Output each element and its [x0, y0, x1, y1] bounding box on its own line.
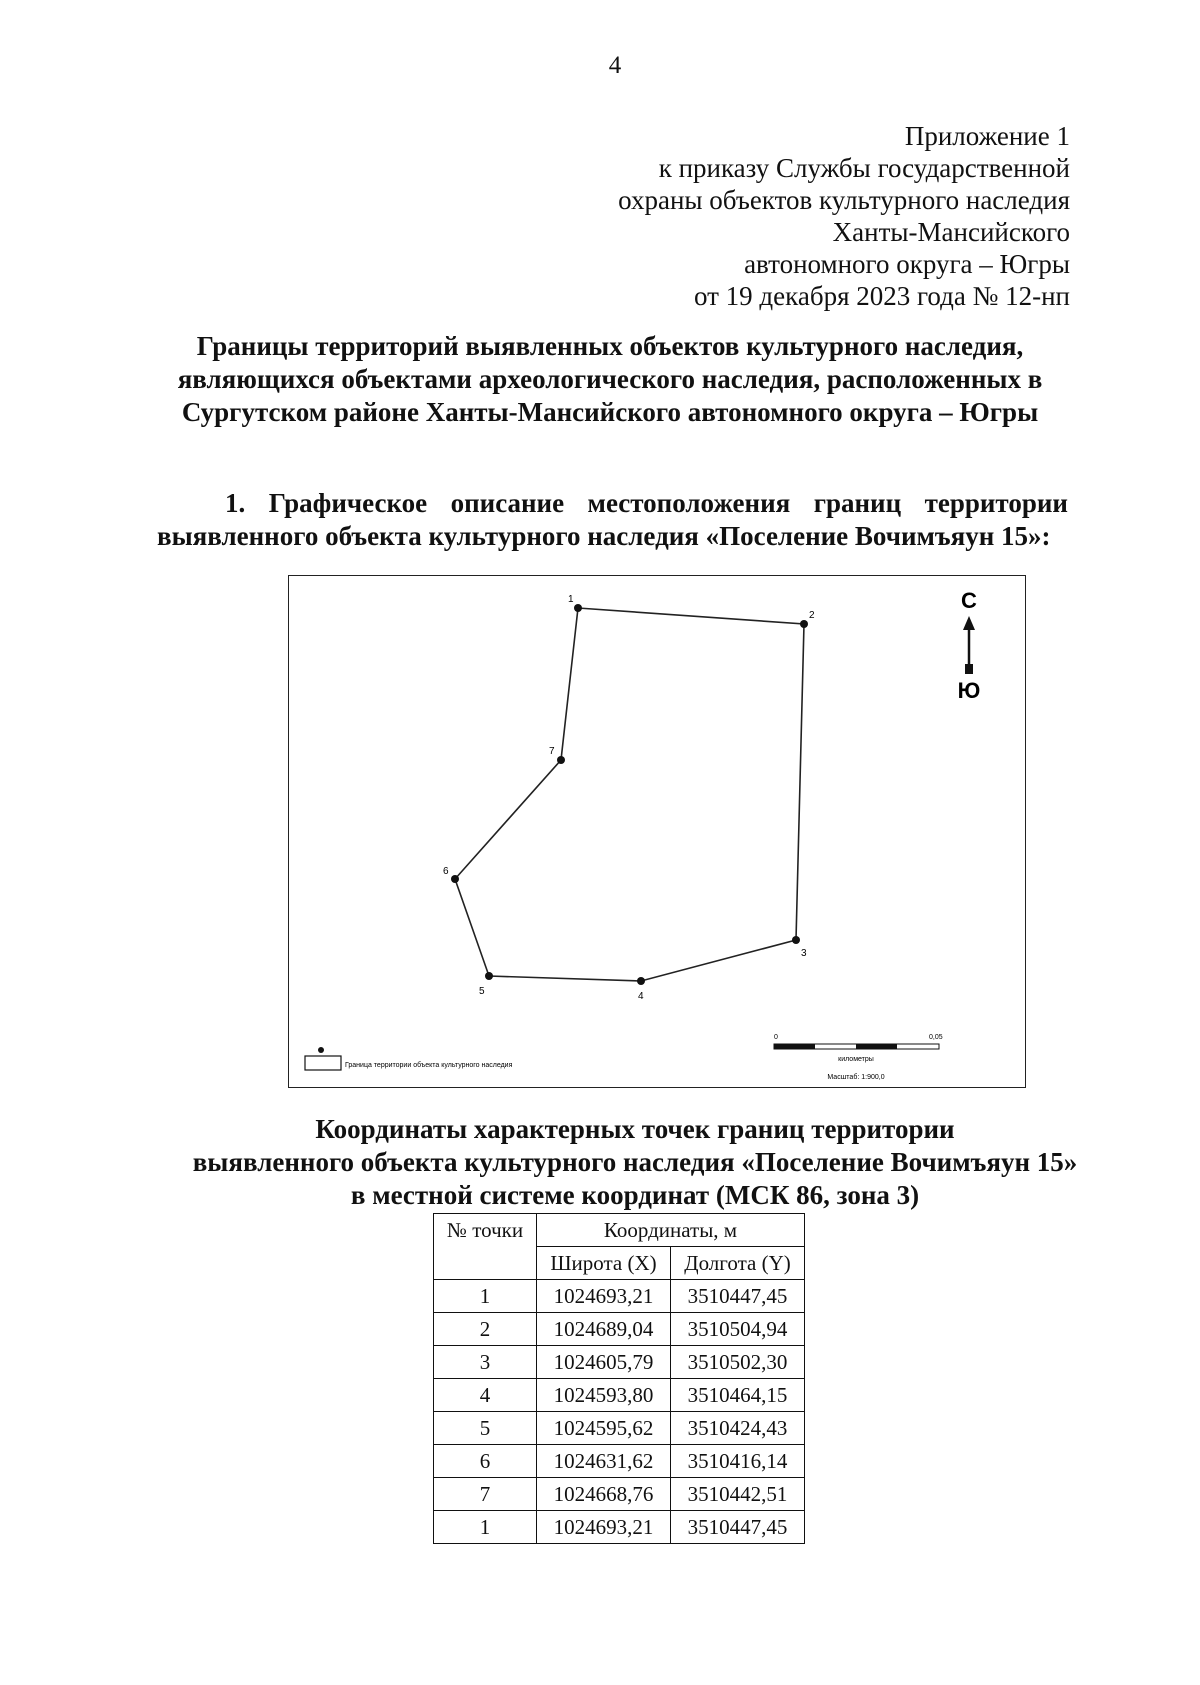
cell-y: 3510447,45 [671, 1280, 805, 1313]
cell-x: 1024668,76 [537, 1478, 671, 1511]
legend-point-icon [318, 1047, 324, 1053]
paragraph-line-1 [157, 487, 1068, 520]
paragraph-word: описание [450, 488, 565, 518]
scale-start-label: 0 [774, 1034, 778, 1041]
vertex-marker [792, 936, 800, 944]
boundary-polygon [455, 608, 804, 981]
vertex-point-5 [479, 972, 493, 997]
appendix-block [470, 120, 1070, 312]
heading-line: Границы территорий выявленных объектов культурного наследия, [196, 331, 1024, 361]
vertex-label: 6 [443, 866, 449, 877]
vertex-label: 2 [809, 610, 815, 621]
boundary-map-svg [289, 576, 1027, 1089]
cell-x: 1024693,21 [537, 1280, 671, 1313]
north-arrow-icon [958, 588, 981, 703]
cell-point: 5 [434, 1412, 537, 1445]
appendix-line: от 19 декабря 2023 года № 12-нп [693, 281, 1070, 311]
cell-point: 1 [434, 1511, 537, 1544]
table-row [434, 1313, 805, 1346]
coordinates-title-line: в местной системе координат (МСК 86, зона 3) [350, 1180, 920, 1210]
vertex-marker [637, 977, 645, 985]
cell-x: 1024595,62 [537, 1412, 671, 1445]
table-row [434, 1346, 805, 1379]
vertex-marker [485, 972, 493, 980]
paragraph-line-2: выявленного объекта культурного наследия «Поселение Вочимъяун 15»: [157, 521, 1051, 551]
scale-bar-segment [774, 1044, 815, 1049]
cell-y: 3510504,94 [671, 1313, 805, 1346]
cell-x: 1024631,62 [537, 1445, 671, 1478]
appendix-line: к приказу Службы государственной [658, 153, 1070, 183]
page-number: 4 [608, 52, 622, 79]
appendix-line: Ханты-Мансийского [832, 217, 1070, 247]
section-number: 1. [225, 488, 246, 518]
section-paragraph [157, 487, 1068, 553]
scale-ratio-label: Масштаб: 1:900,0 [827, 1074, 885, 1081]
cell-y: 3510502,30 [671, 1346, 805, 1379]
vertex-marker [451, 875, 459, 883]
vertex-marker [557, 756, 565, 764]
coordinates-title-line: выявленного объекта культурного наследия «Поселение Вочимъяун 15» [192, 1147, 1078, 1177]
vertex-label: 5 [479, 986, 485, 997]
cell-x: 1024693,21 [537, 1511, 671, 1544]
column-header-coordinates: Координаты, м [537, 1214, 805, 1247]
table-row [434, 1412, 805, 1445]
table-row [434, 1478, 805, 1511]
legend-boundary-swatch [305, 1056, 341, 1070]
vertex-label: 7 [549, 746, 555, 757]
map-legend [305, 1047, 513, 1070]
cell-y: 3510424,43 [671, 1412, 805, 1445]
coordinates-title [150, 1113, 1120, 1212]
column-header-x: Широта (X) [537, 1247, 671, 1280]
appendix-line: охраны объектов культурного наследия [618, 185, 1070, 215]
cell-y: 3510416,14 [671, 1445, 805, 1478]
arrow-tail [965, 664, 973, 674]
paragraph-word: территории [924, 488, 1068, 518]
coordinates-title-line: Координаты характерных точек границ территории [315, 1114, 955, 1144]
heading-line: являющихся объектами археологического наследия, расположенных в [177, 364, 1043, 394]
vertex-point-4 [637, 977, 645, 1002]
column-header-y: Долгота (Y) [671, 1247, 805, 1280]
table-row [434, 1280, 805, 1313]
cell-x: 1024593,80 [537, 1379, 671, 1412]
vertex-point-6 [443, 866, 459, 883]
cell-y: 3510447,45 [671, 1511, 805, 1544]
table-row [434, 1445, 805, 1478]
table-row [434, 1511, 805, 1544]
vertex-point-2 [800, 610, 815, 628]
cell-x: 1024689,04 [537, 1313, 671, 1346]
cell-point: 4 [434, 1379, 537, 1412]
north-label: С [961, 588, 977, 613]
vertex-marker [800, 620, 808, 628]
cell-y: 3510442,51 [671, 1478, 805, 1511]
vertex-point-1 [568, 594, 582, 612]
vertex-label: 3 [801, 948, 807, 959]
cell-point: 3 [434, 1346, 537, 1379]
appendix-line: Приложение 1 [904, 121, 1070, 151]
arrow-head [963, 616, 975, 630]
coordinates-table [433, 1213, 805, 1544]
cell-point: 1 [434, 1280, 537, 1313]
scale-unit-label: километры [838, 1056, 874, 1063]
vertex-marker [574, 604, 582, 612]
document-heading [150, 330, 1070, 429]
heading-line: Сургутском районе Ханты-Мансийского автономного округа – Югры [181, 397, 1039, 427]
paragraph-word: Графическое [268, 488, 428, 518]
scale-end-label: 0,05 [929, 1034, 943, 1041]
south-label: Ю [957, 678, 981, 703]
paragraph-word: границ [813, 488, 902, 518]
vertex-label: 1 [568, 594, 574, 605]
scale-bar [774, 1034, 943, 1081]
vertex-point-3 [792, 936, 807, 959]
paragraph-word: местоположения [587, 488, 791, 518]
vertex-label: 4 [638, 991, 644, 1002]
legend-label: Граница территории объекта культурного наследия [345, 1062, 513, 1069]
table-row [434, 1379, 805, 1412]
column-header-point: № точки [434, 1214, 537, 1280]
cell-y: 3510464,15 [671, 1379, 805, 1412]
scale-bar-segment [856, 1044, 897, 1049]
cell-point: 7 [434, 1478, 537, 1511]
boundary-map [288, 575, 1026, 1088]
cell-point: 2 [434, 1313, 537, 1346]
appendix-line: автономного округа – Югры [744, 249, 1070, 279]
cell-point: 6 [434, 1445, 537, 1478]
cell-x: 1024605,79 [537, 1346, 671, 1379]
